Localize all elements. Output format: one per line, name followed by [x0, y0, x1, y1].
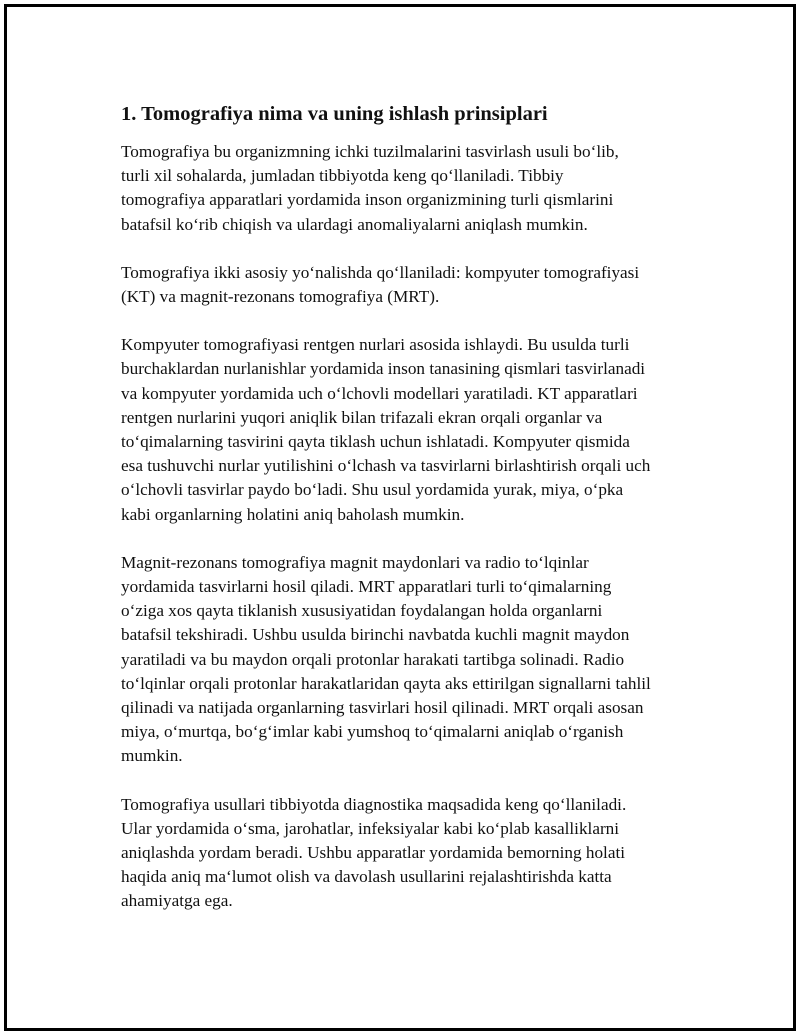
paragraph-line: Kompyuter tomografiyasi rentgen nurlari asosida ishlaydi. Bu usulda turli	[121, 335, 630, 355]
paragraph-line: kabi organlarning holatini aniq baholash mumkin.	[121, 504, 465, 524]
paragraph-2	[121, 261, 701, 309]
document-title: 1. Tomografiya nima va uning ishlash prinsiplari	[121, 103, 548, 125]
paragraph-line: o‘ziga xos qayta tiklanish xususiyatidan foydalangan holda organlarni	[121, 601, 603, 621]
paragraph-line: o‘lchovli tasvirlar paydo bo‘ladi. Shu usul yordamida yurak, miya, o‘pka	[121, 480, 624, 500]
paragraph-line: turli xil sohalarda, jumladan tibbiyotda keng qo‘llaniladi. Tibbiy	[121, 166, 564, 186]
paragraph-line: va kompyuter yordamida uch o‘lchovli modellari yaratiladi. KT apparatlari	[121, 383, 638, 403]
paragraph-line: Magnit-rezonans tomografiya magnit maydonlari va radio to‘lqinlar	[121, 552, 589, 572]
paragraph-line: yaratiladi va bu maydon orqali protonlar harakati tartibga solinadi. Radio	[121, 649, 625, 669]
document-body	[121, 101, 701, 938]
paragraph-line: rentgen nurlarini yuqori aniqlik bilan trifazali ekran orqali organlar va	[121, 407, 603, 427]
paragraph-line: batafsil tekshiradi. Ushbu usulda birinchi navbatda kuchli magnit maydon	[121, 625, 630, 645]
paragraph-line: ahamiyatga ega.	[121, 891, 233, 911]
paragraph-line: qilinadi va natijada organlarning tasvirlari hosil qilinadi. MRT orqali asosan	[121, 698, 644, 718]
paragraph-line: Ular yordamida o‘sma, jarohatlar, infeksiyalar kabi ko‘plab kasalliklarni	[121, 818, 620, 838]
page-frame	[4, 4, 796, 1031]
paragraph-line: burchaklardan nurlanishlar yordamida inson tanasining qismlari tasvirlanadi	[121, 359, 646, 379]
paragraph-line: esa tushuvchi nurlar yutilishini o‘lchash va tasvirlarni birlashtirish orqali uch	[121, 456, 651, 476]
paragraph-line: haqida aniq ma‘lumot olish va davolash usullarini rejalashtirishda katta	[121, 867, 612, 887]
paragraph-line: aniqlashda yordam beradi. Ushbu apparatlar yordamida bemorning holati	[121, 843, 626, 863]
paragraph-1	[121, 140, 701, 237]
paragraph-3	[121, 333, 701, 527]
paragraph-line: tomografiya apparatlari yordamida inson organizmining turli qismlarini	[121, 190, 614, 210]
paragraph-line: miya, o‘murtqa, bo‘g‘imlar kabi yumshoq to‘qimalarni aniqlab o‘rganish	[121, 722, 624, 742]
paragraph-5	[121, 793, 701, 914]
paragraph-line: Tomografiya ikki asosiy yo‘nalishda qo‘llaniladi: kompyuter tomografiyasi	[121, 262, 640, 282]
paragraph-line: yordamida tasvirlarni hosil qiladi. MRT apparatlari turli to‘qimalarning	[121, 577, 612, 597]
paragraph-line: Tomografiya bu organizmning ichki tuzilmalarini tasvirlash usuli bo‘lib,	[121, 142, 619, 161]
paragraph-line: batafsil ko‘rib chiqish va ulardagi anomaliyalarni aniqlash mumkin.	[121, 214, 588, 234]
paragraph-line: to‘lqinlar orqali protonlar harakatlaridan qayta aks ettirilgan signallarni tahlil	[121, 673, 651, 693]
paragraph-line: (KT) va magnit-rezonans tomografiya (MRT).	[121, 287, 440, 307]
paragraph-line: to‘qimalarning tasvirini qayta tiklash uchun ishlatadi. Kompyuter qismida	[121, 432, 630, 452]
paragraph-4	[121, 551, 701, 769]
paragraph-line: mumkin.	[121, 746, 183, 766]
paragraph-line: Tomografiya usullari tibbiyotda diagnostika maqsadida keng qo‘llaniladi.	[121, 794, 627, 814]
